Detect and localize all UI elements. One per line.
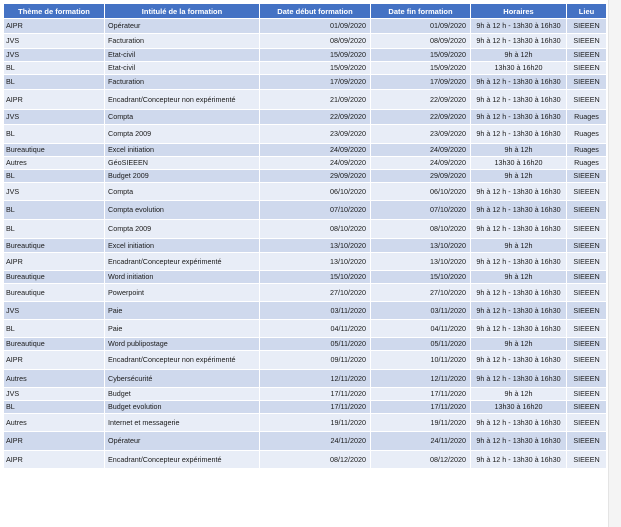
- table-row: [4, 284, 607, 302]
- cell-date-fin: 12/11/2020: [371, 370, 471, 388]
- cell-lieu: SIEEEN: [567, 49, 607, 62]
- cell-date-fin: 17/11/2020: [371, 401, 471, 414]
- cell-intitule: Excel initiation: [105, 239, 260, 253]
- cell-intitule: Compta 2009: [105, 220, 260, 239]
- cell-lieu: SIEEEN: [567, 401, 607, 414]
- cell-lieu: SIEEEN: [567, 62, 607, 75]
- cell-theme: BL: [4, 320, 105, 338]
- cell-lieu: SIEEEN: [567, 220, 607, 239]
- cell-theme: BL: [4, 125, 105, 144]
- cell-date-fin: 10/11/2020: [371, 351, 471, 370]
- table-row: [4, 432, 607, 451]
- cell-date-debut: 05/11/2020: [260, 338, 371, 351]
- cell-theme: JVS: [4, 34, 105, 49]
- cell-theme: Bureautique: [4, 144, 105, 157]
- cell-date-debut: 23/09/2020: [260, 125, 371, 144]
- cell-horaires: 9h à 12 h - 13h30 à 16h30: [471, 34, 567, 49]
- cell-intitule: Facturation: [105, 75, 260, 90]
- cell-date-fin: 17/11/2020: [371, 388, 471, 401]
- cell-intitule: Opérateur: [105, 432, 260, 451]
- cell-intitule: Encadrant/Concepteur expérimenté: [105, 451, 260, 469]
- cell-horaires: 9h à 12h: [471, 239, 567, 253]
- cell-horaires: 9h à 12 h - 13h30 à 16h30: [471, 451, 567, 469]
- cell-lieu: SIEEEN: [567, 271, 607, 284]
- cell-theme: Autres: [4, 414, 105, 432]
- cell-intitule: Compta: [105, 183, 260, 201]
- cell-intitule: Excel initiation: [105, 144, 260, 157]
- cell-horaires: 9h à 12 h - 13h30 à 16h30: [471, 253, 567, 271]
- cell-date-debut: 01/09/2020: [260, 19, 371, 34]
- header-intitule: Intitulé de la formation: [105, 4, 260, 19]
- table-row: [4, 220, 607, 239]
- cell-theme: JVS: [4, 302, 105, 320]
- cell-horaires: 9h à 12h: [471, 338, 567, 351]
- table-row: [4, 144, 607, 157]
- cell-date-debut: 13/10/2020: [260, 239, 371, 253]
- cell-date-debut: 06/10/2020: [260, 183, 371, 201]
- cell-theme: Autres: [4, 370, 105, 388]
- cell-theme: AIPR: [4, 19, 105, 34]
- table-row: [4, 183, 607, 201]
- cell-intitule: GéoSIEEEN: [105, 157, 260, 170]
- cell-horaires: 9h à 12 h - 13h30 à 16h30: [471, 302, 567, 320]
- cell-date-fin: 15/09/2020: [371, 62, 471, 75]
- cell-theme: JVS: [4, 183, 105, 201]
- cell-date-debut: 24/11/2020: [260, 432, 371, 451]
- table-row: [4, 338, 607, 351]
- cell-theme: Autres: [4, 157, 105, 170]
- table-body: [4, 19, 607, 469]
- cell-theme: BL: [4, 201, 105, 220]
- cell-lieu: SIEEEN: [567, 201, 607, 220]
- cell-horaires: 9h à 12 h - 13h30 à 16h30: [471, 125, 567, 144]
- cell-date-fin: 15/09/2020: [371, 49, 471, 62]
- cell-theme: BL: [4, 62, 105, 75]
- cell-lieu: Ruages: [567, 125, 607, 144]
- cell-lieu: SIEEEN: [567, 388, 607, 401]
- cell-date-debut: 29/09/2020: [260, 170, 371, 183]
- cell-lieu: SIEEEN: [567, 338, 607, 351]
- cell-intitule: Etat-civil: [105, 62, 260, 75]
- cell-intitule: Compta evolution: [105, 201, 260, 220]
- cell-date-fin: 08/12/2020: [371, 451, 471, 469]
- cell-date-fin: 22/09/2020: [371, 110, 471, 125]
- header-date-debut: Date début formation: [260, 4, 371, 19]
- cell-intitule: Encadrant/Concepteur expérimenté: [105, 253, 260, 271]
- cell-horaires: 9h à 12 h - 13h30 à 16h30: [471, 183, 567, 201]
- table-row: [4, 271, 607, 284]
- cell-date-debut: 04/11/2020: [260, 320, 371, 338]
- cell-theme: Bureautique: [4, 284, 105, 302]
- cell-theme: AIPR: [4, 90, 105, 110]
- cell-date-fin: 03/11/2020: [371, 302, 471, 320]
- cell-intitule: Encadrant/Concepteur non expérimenté: [105, 351, 260, 370]
- table-row: [4, 90, 607, 110]
- cell-theme: AIPR: [4, 351, 105, 370]
- cell-intitule: Compta 2009: [105, 125, 260, 144]
- cell-horaires: 9h à 12h: [471, 271, 567, 284]
- cell-intitule: Cybersécurité: [105, 370, 260, 388]
- cell-intitule: Word initiation: [105, 271, 260, 284]
- cell-theme: BL: [4, 170, 105, 183]
- cell-date-debut: 19/11/2020: [260, 414, 371, 432]
- cell-horaires: 9h à 12 h - 13h30 à 16h30: [471, 320, 567, 338]
- table-row: [4, 49, 607, 62]
- cell-lieu: SIEEEN: [567, 75, 607, 90]
- cell-theme: JVS: [4, 110, 105, 125]
- cell-horaires: 9h à 12 h - 13h30 à 16h30: [471, 432, 567, 451]
- table-row: [4, 170, 607, 183]
- cell-date-fin: 06/10/2020: [371, 183, 471, 201]
- table-row: [4, 253, 607, 271]
- cell-horaires: 9h à 12 h - 13h30 à 16h30: [471, 220, 567, 239]
- header-theme: Thème de formation: [4, 4, 105, 19]
- cell-lieu: SIEEEN: [567, 302, 607, 320]
- cell-lieu: Ruages: [567, 110, 607, 125]
- table-row: [4, 302, 607, 320]
- table-row: [4, 125, 607, 144]
- cell-theme: Bureautique: [4, 338, 105, 351]
- cell-date-fin: 17/09/2020: [371, 75, 471, 90]
- cell-lieu: SIEEEN: [567, 19, 607, 34]
- cell-lieu: SIEEEN: [567, 90, 607, 110]
- cell-date-fin: 24/09/2020: [371, 144, 471, 157]
- page-edge: [608, 0, 621, 527]
- training-table: [3, 3, 607, 469]
- cell-horaires: 9h à 12 h - 13h30 à 16h30: [471, 414, 567, 432]
- table-row: [4, 401, 607, 414]
- header-horaires: Horaires: [471, 4, 567, 19]
- cell-lieu: SIEEEN: [567, 414, 607, 432]
- cell-theme: BL: [4, 401, 105, 414]
- table-row: [4, 388, 607, 401]
- cell-horaires: 9h à 12h: [471, 170, 567, 183]
- cell-date-fin: 19/11/2020: [371, 414, 471, 432]
- cell-date-debut: 15/09/2020: [260, 49, 371, 62]
- cell-date-debut: 08/09/2020: [260, 34, 371, 49]
- cell-intitule: Budget evolution: [105, 401, 260, 414]
- table-row: [4, 75, 607, 90]
- cell-date-fin: 24/09/2020: [371, 157, 471, 170]
- cell-date-debut: 27/10/2020: [260, 284, 371, 302]
- cell-date-debut: 08/10/2020: [260, 220, 371, 239]
- cell-date-fin: 23/09/2020: [371, 125, 471, 144]
- cell-date-fin: 29/09/2020: [371, 170, 471, 183]
- cell-date-debut: 08/12/2020: [260, 451, 371, 469]
- table-row: [4, 201, 607, 220]
- cell-date-fin: 13/10/2020: [371, 253, 471, 271]
- cell-lieu: SIEEEN: [567, 451, 607, 469]
- cell-intitule: Budget 2009: [105, 170, 260, 183]
- cell-date-fin: 15/10/2020: [371, 271, 471, 284]
- cell-intitule: Etat-civil: [105, 49, 260, 62]
- table-row: [4, 351, 607, 370]
- cell-date-debut: 15/10/2020: [260, 271, 371, 284]
- cell-date-debut: 15/09/2020: [260, 62, 371, 75]
- cell-horaires: 13h30 à 16h20: [471, 62, 567, 75]
- cell-date-debut: 17/11/2020: [260, 401, 371, 414]
- cell-intitule: Encadrant/Concepteur non expérimenté: [105, 90, 260, 110]
- cell-horaires: 9h à 12 h - 13h30 à 16h30: [471, 370, 567, 388]
- cell-date-debut: 21/09/2020: [260, 90, 371, 110]
- cell-date-debut: 09/11/2020: [260, 351, 371, 370]
- cell-intitule: Opérateur: [105, 19, 260, 34]
- cell-intitule: Internet et messagerie: [105, 414, 260, 432]
- cell-theme: AIPR: [4, 253, 105, 271]
- cell-date-fin: 13/10/2020: [371, 239, 471, 253]
- cell-horaires: 9h à 12 h - 13h30 à 16h30: [471, 110, 567, 125]
- cell-intitule: Budget: [105, 388, 260, 401]
- cell-lieu: SIEEEN: [567, 370, 607, 388]
- cell-intitule: Facturation: [105, 34, 260, 49]
- table-row: [4, 34, 607, 49]
- cell-date-debut: 07/10/2020: [260, 201, 371, 220]
- cell-date-fin: 27/10/2020: [371, 284, 471, 302]
- cell-lieu: SIEEEN: [567, 351, 607, 370]
- cell-date-debut: 03/11/2020: [260, 302, 371, 320]
- cell-theme: BL: [4, 75, 105, 90]
- cell-lieu: SIEEEN: [567, 239, 607, 253]
- cell-horaires: 9h à 12 h - 13h30 à 16h30: [471, 75, 567, 90]
- cell-theme: Bureautique: [4, 239, 105, 253]
- table-row: [4, 320, 607, 338]
- table-row: [4, 414, 607, 432]
- cell-horaires: 9h à 12 h - 13h30 à 16h30: [471, 90, 567, 110]
- cell-lieu: SIEEEN: [567, 432, 607, 451]
- cell-date-fin: 04/11/2020: [371, 320, 471, 338]
- cell-date-debut: 24/09/2020: [260, 157, 371, 170]
- table-row: [4, 239, 607, 253]
- cell-date-debut: 24/09/2020: [260, 144, 371, 157]
- header-date-fin: Date fin formation: [371, 4, 471, 19]
- table-row: [4, 19, 607, 34]
- cell-theme: JVS: [4, 49, 105, 62]
- cell-date-debut: 22/09/2020: [260, 110, 371, 125]
- cell-theme: AIPR: [4, 451, 105, 469]
- header-lieu: Lieu: [567, 4, 607, 19]
- cell-lieu: SIEEEN: [567, 284, 607, 302]
- cell-horaires: 9h à 12h: [471, 388, 567, 401]
- cell-lieu: SIEEEN: [567, 183, 607, 201]
- cell-lieu: Ruages: [567, 144, 607, 157]
- cell-intitule: Powerpoint: [105, 284, 260, 302]
- table-row: [4, 110, 607, 125]
- cell-horaires: 13h30 à 16h20: [471, 157, 567, 170]
- cell-horaires: 9h à 12 h - 13h30 à 16h30: [471, 19, 567, 34]
- cell-date-fin: 05/11/2020: [371, 338, 471, 351]
- training-schedule: [3, 3, 606, 469]
- cell-theme: AIPR: [4, 432, 105, 451]
- cell-intitule: Paie: [105, 302, 260, 320]
- cell-intitule: Word publipostage: [105, 338, 260, 351]
- cell-lieu: SIEEEN: [567, 170, 607, 183]
- cell-horaires: 9h à 12 h - 13h30 à 16h30: [471, 201, 567, 220]
- table-row: [4, 370, 607, 388]
- cell-date-fin: 24/11/2020: [371, 432, 471, 451]
- cell-date-fin: 07/10/2020: [371, 201, 471, 220]
- table-row: [4, 451, 607, 469]
- cell-theme: Bureautique: [4, 271, 105, 284]
- cell-lieu: SIEEEN: [567, 253, 607, 271]
- cell-date-fin: 08/10/2020: [371, 220, 471, 239]
- cell-horaires: 9h à 12h: [471, 144, 567, 157]
- cell-date-debut: 17/09/2020: [260, 75, 371, 90]
- cell-theme: BL: [4, 220, 105, 239]
- cell-lieu: SIEEEN: [567, 320, 607, 338]
- cell-lieu: SIEEEN: [567, 34, 607, 49]
- cell-horaires: 9h à 12 h - 13h30 à 16h30: [471, 351, 567, 370]
- cell-date-fin: 01/09/2020: [371, 19, 471, 34]
- cell-date-debut: 12/11/2020: [260, 370, 371, 388]
- cell-horaires: 13h30 à 16h20: [471, 401, 567, 414]
- table-header-row: [4, 4, 607, 19]
- table-row: [4, 157, 607, 170]
- cell-date-debut: 17/11/2020: [260, 388, 371, 401]
- cell-horaires: 9h à 12 h - 13h30 à 16h30: [471, 284, 567, 302]
- cell-intitule: Paie: [105, 320, 260, 338]
- cell-theme: JVS: [4, 388, 105, 401]
- cell-date-debut: 13/10/2020: [260, 253, 371, 271]
- table-row: [4, 62, 607, 75]
- cell-intitule: Compta: [105, 110, 260, 125]
- cell-lieu: Ruages: [567, 157, 607, 170]
- cell-date-fin: 08/09/2020: [371, 34, 471, 49]
- cell-horaires: 9h à 12h: [471, 49, 567, 62]
- cell-date-fin: 22/09/2020: [371, 90, 471, 110]
